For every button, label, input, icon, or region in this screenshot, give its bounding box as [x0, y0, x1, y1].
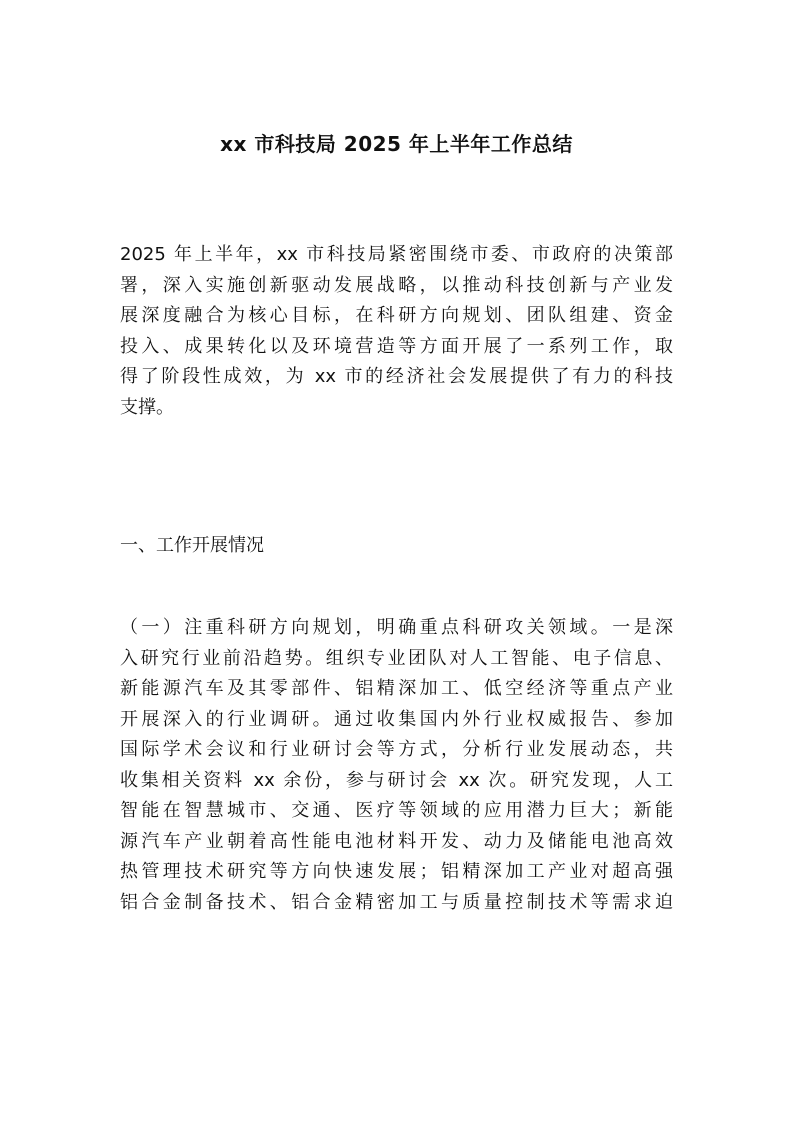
intro-line: 投入、成果转化以及环境营造等方面开展了一系列工作，取 — [120, 335, 673, 357]
intro-line: 署，深入实施创新驱动发展战略，以推动科技创新与产业发 — [120, 274, 673, 296]
body-line: 国际学术会议和行业研讨会等方式，分析行业发展动态，共 — [120, 739, 673, 760]
intro-line: 得了阶段性成效，为 xx 市的经济社会发展提供了有力的科技 — [120, 366, 673, 387]
body-line: 入研究行业前沿趋势。组织专业团队对人工智能、电子信息、 — [120, 647, 673, 669]
body-line: 源汽车产业朝着高性能电池材料开发、动力及储能电池高效 — [120, 830, 673, 852]
body-line: 开展深入的行业调研。通过收集国内外行业权威报告、参加 — [120, 708, 673, 730]
body-line: 智能在智慧城市、交通、医疗等领域的应用潜力巨大；新能 — [120, 800, 673, 821]
body-line: 新能源汽车及其零部件、铝精深加工、低空经济等重点产业 — [120, 678, 673, 699]
intro-paragraph — [120, 240, 673, 423]
body-line: 收集相关资料 xx 余份，参与研讨会 xx 次。研究发现，人工 — [120, 769, 673, 791]
intro-line: 2025 年上半年，xx 市科技局紧密围绕市委、市政府的决策部 — [120, 244, 673, 265]
body-line: （一）注重科研方向规划，明确重点科研攻关领域。一是深 — [120, 617, 673, 638]
body-line: 热管理技术研究等方向快速发展；铝精深加工产业对超高强 — [120, 861, 673, 882]
intro-line: 展深度融合为核心目标，在科研方向规划、团队组建、资金 — [120, 305, 673, 326]
document-title: xx 市科技局 2025 年上半年工作总结 — [220, 132, 573, 156]
intro-line: 支撑。 — [120, 396, 174, 418]
body-line: 铝合金制备技术、铝合金精密加工与质量控制技术等需求迫 — [120, 891, 673, 913]
section-heading: 一、工作开展情况 — [120, 535, 264, 556]
body-paragraph — [120, 613, 673, 918]
